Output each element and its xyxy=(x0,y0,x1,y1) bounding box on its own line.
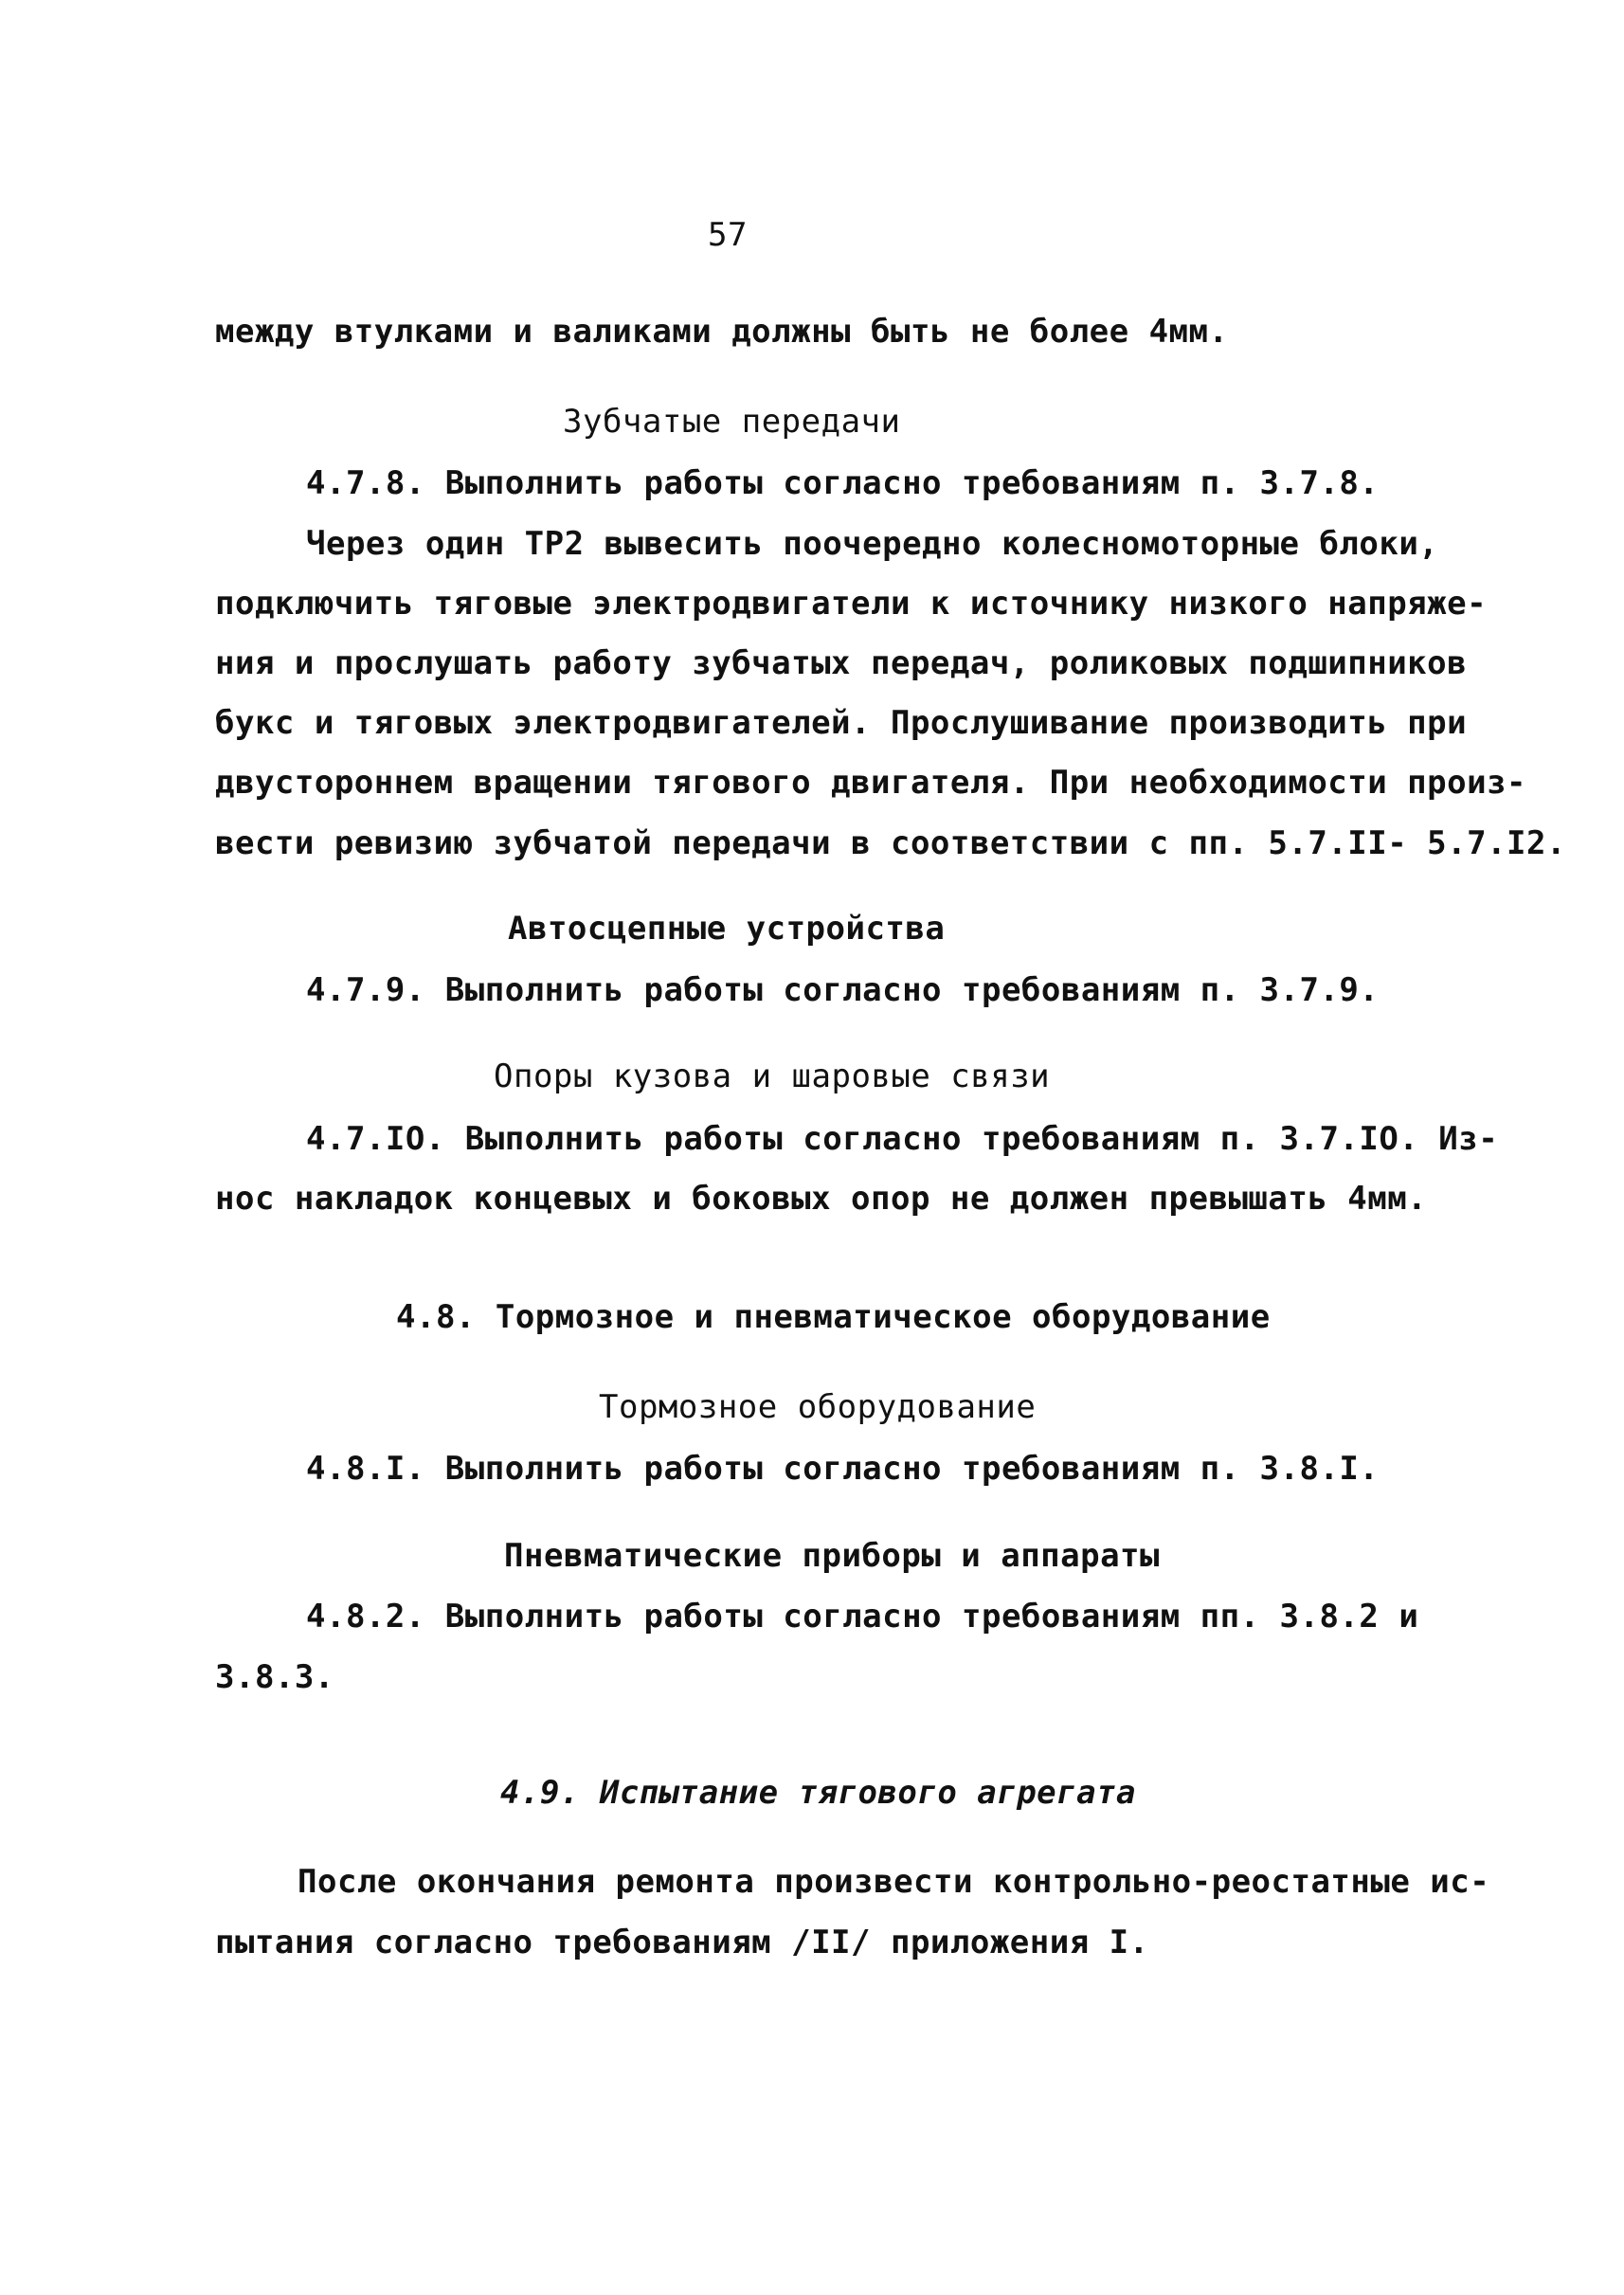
text-line: пытания согласно требованиям /II/ приложения I. xyxy=(215,1924,1149,1961)
text-line: ния и прослушать работу зубчатых передач, роликовых подшипников xyxy=(215,644,1468,682)
text-line: 4.7.IO. Выполнить работы согласно требованиям п. 3.7.IO. Из- xyxy=(306,1120,1499,1158)
section-heading-supports: Опоры кузова и шаровые связи xyxy=(494,1057,1051,1095)
section-heading-gears: Зубчатые передачи xyxy=(563,403,901,441)
text-line: 4.7.9. Выполнить работы согласно требованиям п. 3.7.9. xyxy=(306,971,1380,1009)
section-heading-coupler: Автосцепные устройства xyxy=(508,910,946,948)
section-heading-4-9: 4.9. Испытание тягового агрегата xyxy=(500,1774,1137,1812)
text-line: 4.8.2. Выполнить работы согласно требованиям пп. 3.8.2 и xyxy=(306,1598,1419,1635)
text-line: Через один ТР2 вывесить поочередно колесномоторные блоки, xyxy=(306,525,1439,563)
text-line: После окончания ремонта произвести контрольно-реостатные ис- xyxy=(298,1863,1490,1901)
text-line: двустороннем вращении тягового двигателя. При необходимости произ- xyxy=(215,764,1527,802)
text-line: букс и тяговых электродвигателей. Прослушивание производить при xyxy=(215,704,1468,742)
text-line: вести ревизию зубчатой передачи в соответствии с пп. 5.7.II- 5.7.I2. xyxy=(215,824,1566,862)
page-number: 57 xyxy=(708,216,748,254)
text-line: нос накладок концевых и боковых опор не должен превышать 4мм. xyxy=(215,1180,1428,1218)
text-line: 3.8.3. xyxy=(215,1658,334,1696)
section-heading-pneumatic: Пневматические приборы и аппараты xyxy=(504,1537,1161,1575)
text-line: подключить тяговые электродвигатели к источнику низкого напряже- xyxy=(215,585,1488,623)
text-line: между втулками и валиками должны быть не более 4мм. xyxy=(215,313,1229,351)
section-heading-brake: Тормозное оборудование xyxy=(599,1388,1037,1426)
text-line: 4.8.I. Выполнить работы согласно требованиям п. 3.8.I. xyxy=(306,1450,1380,1488)
text-line: 4.7.8. Выполнить работы согласно требованиям п. 3.7.8. xyxy=(306,464,1380,502)
section-heading-4-8: 4.8. Тормозное и пневматическое оборудование xyxy=(396,1298,1271,1336)
